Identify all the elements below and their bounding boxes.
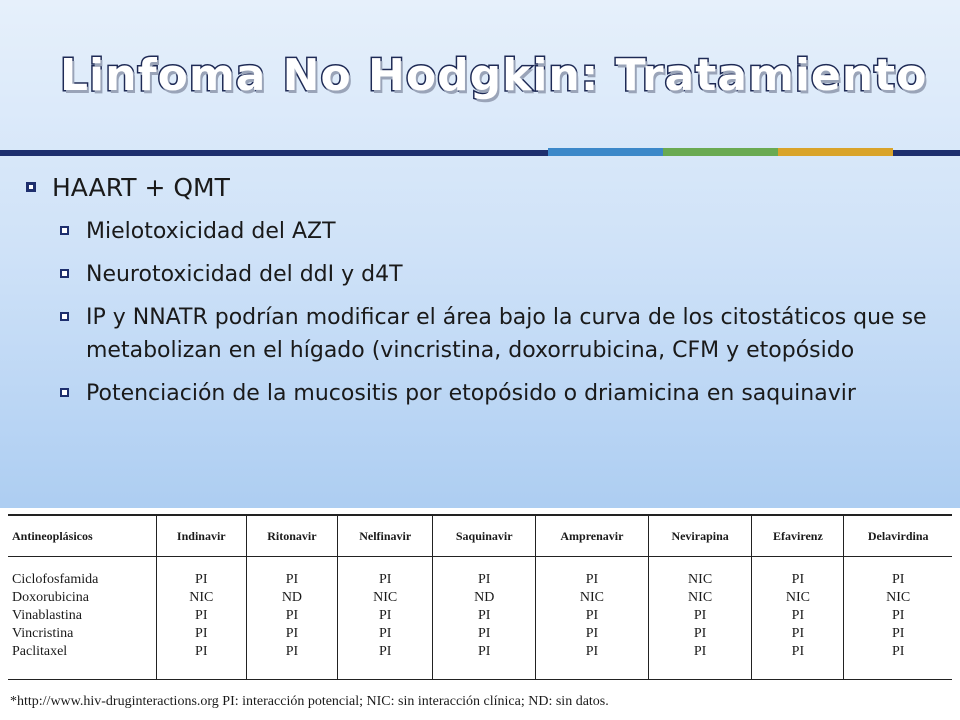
square-bullet-icon [60, 226, 69, 235]
table-cell: Paclitaxel [8, 643, 156, 680]
table-header-cell: Nelfinavir [338, 515, 433, 557]
sub-bullet-text: IP y NNATR podrían modificar el área bajo la curva de los citostáticos que se metabolizan en el hígado (vincristina, doxorrubicina, CFM y etopósido [86, 305, 927, 363]
table-cell: PI [338, 557, 433, 590]
table-cell: PI [844, 643, 952, 680]
table-header-row [8, 515, 952, 557]
table-row [8, 625, 952, 643]
table-cell: ND [246, 589, 337, 607]
sub-bullet-text: Potenciación de la mucositis por etopósido o driamicina en saquinavir [86, 381, 856, 406]
table-cell: PI [433, 625, 536, 643]
table-footnote: *http://www.hiv-druginteractions.org PI: interacción potencial; NIC: sin interacción clínica; ND: sin datos. [10, 694, 609, 709]
accent-bar-gold [778, 148, 893, 156]
table-cell: PI [338, 625, 433, 643]
table-cell: Ciclofosfamida [12, 572, 99, 587]
table-row [8, 589, 952, 607]
table-cell: NIC [338, 589, 433, 607]
bullet-list [22, 165, 942, 410]
table-cell: PI [338, 643, 433, 680]
interaction-table [8, 514, 952, 680]
table-cell: Vinablastina [12, 608, 82, 623]
table-cell: PI [536, 625, 649, 643]
sub-bullet [60, 301, 942, 367]
table-cell: NIC [844, 589, 952, 607]
sub-bullet-text: Mielotoxicidad del AZT [86, 219, 336, 244]
table-header-cell: Delavirdina [844, 515, 952, 557]
table-row [8, 557, 952, 590]
table-row [8, 607, 952, 625]
table-cell: PI [246, 607, 337, 625]
sub-bullet [60, 377, 942, 410]
accent-bars [548, 148, 893, 156]
accent-bar-green [663, 148, 778, 156]
table-cell: PI [844, 625, 952, 643]
square-bullet-icon [60, 312, 69, 321]
table-cell: NIC [752, 589, 844, 607]
table-cell: PI [844, 607, 952, 625]
table-header-cell: Antineoplásicos [8, 515, 156, 557]
sub-bullet [60, 258, 942, 291]
table-cell: PI [156, 625, 246, 643]
table-header-cell: Nevirapina [648, 515, 752, 557]
table-cell: PI [844, 557, 952, 590]
table-cell: PI [433, 557, 536, 590]
table-cell: PI [752, 607, 844, 625]
interaction-table-figure [0, 508, 960, 720]
slide-title: Linfoma No Hodgkin: Tratamiento [60, 49, 928, 101]
table-cell: PI [752, 643, 844, 680]
table-header-cell: Saquinavir [433, 515, 536, 557]
table-cell: PI [536, 557, 649, 590]
table-cell: PI [246, 557, 337, 590]
table-cell: PI [536, 607, 649, 625]
table-cell: NIC [648, 557, 752, 590]
table-header-cell: Efavirenz [752, 515, 844, 557]
square-bullet-icon [60, 388, 69, 397]
table-cell: PI [648, 607, 752, 625]
table-cell: PI [156, 643, 246, 680]
table-cell: PI [536, 643, 649, 680]
table-cell: Vincristina [12, 626, 74, 641]
table-cell: NIC [648, 589, 752, 607]
table-cell: PI [752, 625, 844, 643]
sub-bullet [60, 215, 942, 248]
table-cell: PI [246, 625, 337, 643]
table-cell: PI [338, 607, 433, 625]
table-cell: PI [433, 607, 536, 625]
table-header-cell: Indinavir [156, 515, 246, 557]
table-header-cell: Ritonavir [246, 515, 337, 557]
bullet-main [22, 165, 942, 209]
bullet-main-text: HAART + QMT [52, 172, 230, 202]
table-cell: Doxorubicina [12, 590, 89, 605]
table-row [8, 643, 952, 680]
table-cell: PI [648, 625, 752, 643]
table-cell: PI [433, 643, 536, 680]
table-cell: PI [246, 643, 337, 680]
table-cell: PI [752, 557, 844, 590]
square-bullet-icon [26, 182, 36, 192]
sub-bullet-text: Neurotoxicidad del ddI y d4T [86, 262, 403, 287]
table-cell: NIC [536, 589, 649, 607]
table-cell: PI [156, 557, 246, 590]
table-cell: PI [648, 643, 752, 680]
table-cell: ND [433, 589, 536, 607]
table-header-cell: Amprenavir [536, 515, 649, 557]
table-cell: PI [156, 607, 246, 625]
square-bullet-icon [60, 269, 69, 278]
table-cell: NIC [156, 589, 246, 607]
accent-bar-blue [548, 148, 663, 156]
